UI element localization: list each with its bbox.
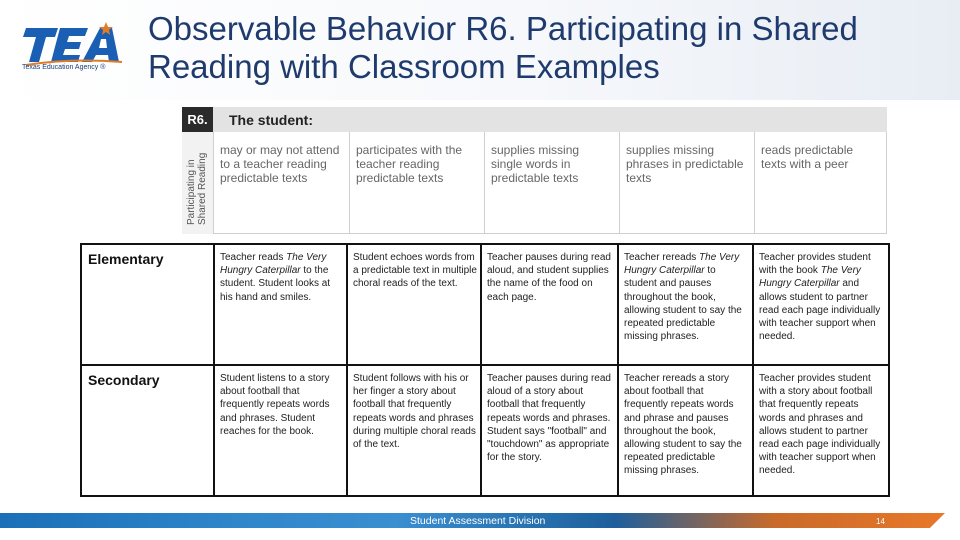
rubric-level-2: participates with the teacher reading predictable texts (349, 132, 484, 234)
row-label: Secondary (81, 365, 214, 496)
example-text: Teacher rereads (624, 252, 700, 263)
rubric-code: R6. (182, 107, 213, 132)
page-title: Observable Behavior R6. Participating in Shared Reading with Classroom Examples (148, 10, 858, 85)
tea-logo-mark (22, 22, 132, 66)
example-cell (481, 244, 618, 365)
rubric-bottom-rule (213, 233, 887, 234)
example-text: and allows student to partner read each page individually with teacher support when needed. (759, 278, 881, 343)
rubric-side-label: Participating in Shared Reading (186, 152, 208, 225)
example-text: Student follows with his or her finger a story about football that frequently repeats words and phrases during multiple choral reads of the text. (353, 373, 476, 451)
rubric-excerpt (182, 107, 887, 234)
rubric-level-5: reads predictable texts with a peer (754, 132, 887, 234)
example-cell (618, 244, 753, 365)
example-cell (214, 365, 347, 496)
example-text: Teacher provides student with the book (759, 252, 871, 277)
rubric-level-4: supplies missing phrases in predictable texts (619, 132, 754, 234)
example-text: Teacher pauses during read aloud, and student supplies the name of the food on each page. (487, 252, 611, 303)
rubric-level-3: supplies missing single words in predictable texts (484, 132, 619, 234)
example-text: Student listens to a story about football that frequently repeats words and phrases. Student reaches for the book. (220, 373, 330, 437)
example-text: to the student. Student looks at his hand and smiles. (220, 265, 331, 303)
footer-division: Student Assessment Division (410, 515, 546, 527)
book-title: The Very Hungry Caterpillar (624, 252, 740, 277)
page-number: 14 (876, 517, 885, 526)
tea-logo (22, 22, 132, 78)
example-cell (618, 365, 753, 496)
example-cell (753, 365, 889, 496)
example-text: Teacher provides student with a story about football that frequently repeats words and phrases and allows student to partner read each page individually with teacher support when needed. (759, 373, 881, 477)
example-cell (481, 365, 618, 496)
table-row (81, 365, 889, 496)
example-cell (753, 244, 889, 365)
rubric-right-rule (886, 132, 887, 234)
rubric-level-1: may or may not attend to a teacher reading predictable texts (213, 132, 349, 234)
example-text: to student and pauses throughout the book, allowing student to say the repeated predictable missing phrases. (624, 265, 742, 343)
example-cell (214, 244, 347, 365)
book-title: The Very Hungry Caterpillar (759, 265, 861, 290)
example-cell (347, 365, 481, 496)
example-text: Student echoes words from a predictable text in multiple choral reads of the text. (353, 252, 477, 290)
example-text: Teacher reads (220, 252, 287, 263)
example-text: Teacher pauses during read aloud of a story about football that frequently repeats words and phrases. Student says "football" and "touchdown" as appropriate for the story. (487, 373, 611, 464)
rubric-heading: The student: (229, 112, 313, 128)
book-title: The Very Hungry Caterpillar (220, 252, 327, 277)
examples-table (80, 243, 890, 497)
row-label: Elementary (81, 244, 214, 365)
example-text: Teacher rereads a story about football that frequently repeats words and phrase and pauses throughout the book, allowing student to say the repeated predictable missing phrases. (624, 373, 742, 477)
example-cell (347, 244, 481, 365)
logo-tagline: Texas Education Agency ® (22, 64, 106, 71)
table-row (81, 244, 889, 365)
